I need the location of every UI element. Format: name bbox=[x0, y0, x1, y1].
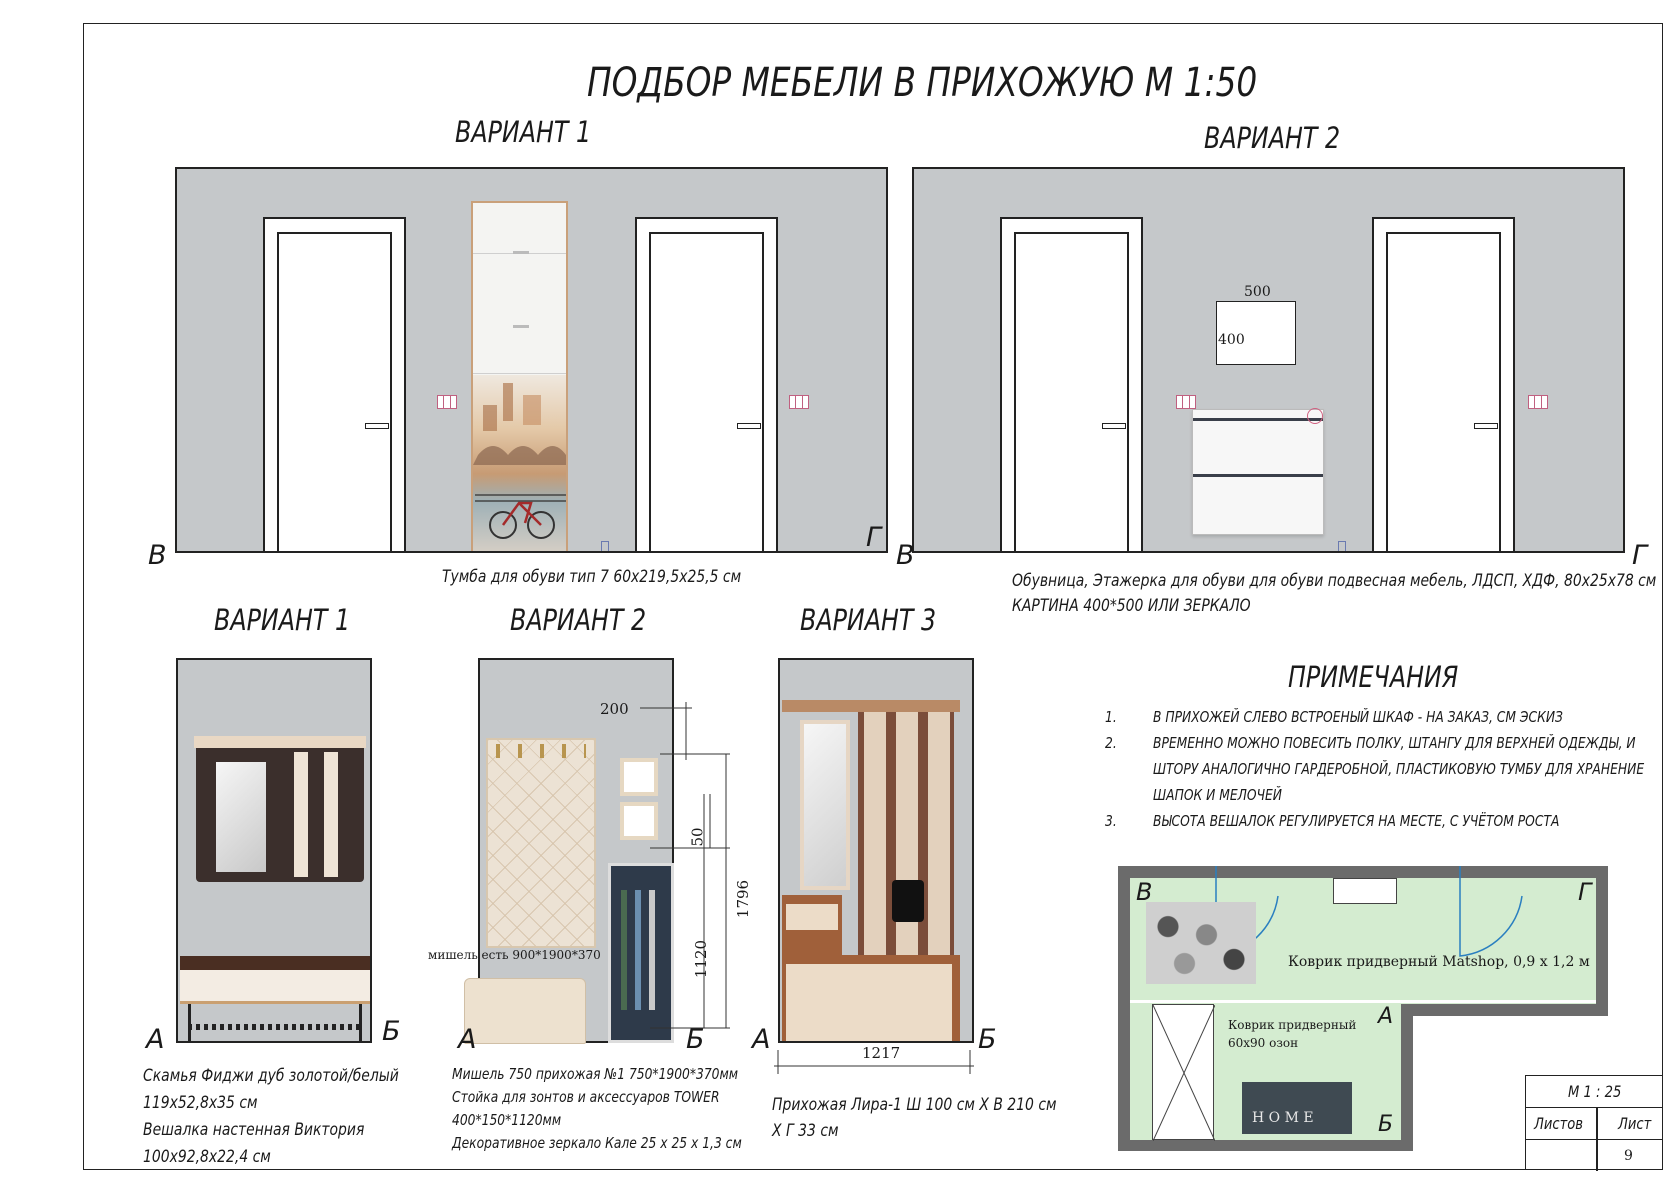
bottom-v3-heading: ВАРИАНТ 3 bbox=[800, 603, 937, 637]
elevation-letter-b: Б bbox=[382, 1016, 401, 1047]
bottom-v1-caption-4: 100х92,8х22,4 см bbox=[143, 1147, 271, 1167]
elevation-letter-a: А bbox=[458, 1024, 477, 1055]
city-painting bbox=[473, 375, 566, 553]
light-switch bbox=[437, 395, 457, 409]
bottom-v2-heading: ВАРИАНТ 2 bbox=[510, 603, 647, 637]
bottom-v1-caption-3: Вешалка настенная Виктория bbox=[143, 1120, 365, 1140]
bench-fiji bbox=[180, 956, 370, 1043]
note-item: 2. ВРЕМЕННО МОЖНО ПОВЕСИТЬ ПОЛКУ, ШТАНГУ ДЛЯ ВЕРХНЕЙ ОДЕЖДЫ, И ШТОРУ АНАЛОГИЧНО ГАРДЕРОБНОЙ, ПЛАСТИКОВУЮ ТУМБУ ДЛЯ ХРАНЕНИЕ ШАПОК И МЕЛОЧЕЙ bbox=[1105, 734, 1645, 804]
bottom-v3-caption-2: Х Г 33 см bbox=[772, 1121, 839, 1141]
door-handle bbox=[365, 423, 389, 429]
socket-marker bbox=[1338, 541, 1346, 553]
top-right-heading: ВАРИАНТ 2 bbox=[1204, 121, 1341, 155]
dim-1796: 1796 bbox=[734, 879, 753, 919]
picture-width-dim: 500 bbox=[1244, 284, 1271, 300]
bottom-v2-caption-2: Стойка для зонтов и аксессуаров TOWER bbox=[452, 1088, 720, 1106]
shoe-cabinet bbox=[471, 201, 568, 553]
notes-heading: ПРИМЕЧАНИЯ bbox=[1288, 660, 1459, 694]
stamp-scale: М 1 : 25 bbox=[1568, 1082, 1622, 1101]
plan-letter-v: В bbox=[1136, 878, 1153, 906]
bottom-v1-heading: ВАРИАНТ 1 bbox=[214, 603, 351, 637]
bottom-v2-wall bbox=[478, 658, 674, 1043]
note-item: 1. В ПРИХОЖЕЙ СЛЕВО ВСТРОЕНЫЙ ШКАФ - НА ЗАКАЗ, СМ ЭСКИЗ bbox=[1105, 708, 1563, 726]
bottom-v1-caption-1: Скамья Фиджи дуб золотой/белый bbox=[143, 1066, 399, 1086]
note-item: 3. ВЫСОТА ВЕШАЛОК РЕГУЛИРУЕТСЯ НА МЕСТЕ, С УЧЁТОМ РОСТА bbox=[1105, 812, 1560, 830]
elevation-letter-a: А bbox=[146, 1024, 165, 1055]
home-rug: H O M E bbox=[1242, 1082, 1352, 1134]
rug-label-2-line2: 60х90 озон bbox=[1228, 1036, 1299, 1050]
rug-label-1: Коврик придверный Matshop, 0,9 х 1,2 м bbox=[1288, 954, 1590, 970]
bottom-v2-caption-3: 400*150*1120мм bbox=[452, 1111, 562, 1129]
plan-letter-g: Г bbox=[1578, 878, 1592, 906]
handbag bbox=[892, 880, 924, 922]
bottom-v2-caption-1: Мишель 750 прихожая №1 750*1900*370мм bbox=[452, 1065, 739, 1083]
wall-hanger-victoria bbox=[196, 742, 364, 882]
mirror bbox=[216, 762, 266, 872]
bottom-v2-caption-4: Декоративное зеркало Кале 25 х 25 х 1,3 см bbox=[452, 1134, 742, 1152]
bottom-v3-caption-1: Прихожая Лира-1 Ш 100 см Х В 210 см bbox=[772, 1095, 1057, 1115]
elevation-letter-a: А bbox=[752, 1024, 771, 1055]
door-handle bbox=[1474, 423, 1498, 429]
dim-1217: 1217 bbox=[862, 1044, 901, 1062]
socket-marker bbox=[601, 541, 609, 553]
top-left-heading: ВАРИАНТ 1 bbox=[455, 115, 592, 149]
bench-label: мишель есть 900*1900*370 bbox=[428, 948, 601, 962]
title-block-stamp bbox=[1525, 1075, 1663, 1170]
light-switch bbox=[789, 395, 809, 409]
dimension-lines bbox=[630, 700, 753, 1020]
top-right-caption-line2: КАРТИНА 400*500 ИЛИ ЗЕРКАЛО bbox=[1012, 596, 1251, 616]
rug-label-2-line1: Коврик придверный bbox=[1228, 1018, 1357, 1032]
elevation-letter-b: Б bbox=[686, 1024, 705, 1055]
elevation-letter-b: Б bbox=[978, 1024, 997, 1055]
top-left-wall-elevation bbox=[175, 167, 888, 553]
dim-200: 200 bbox=[600, 700, 629, 718]
door-right bbox=[635, 217, 778, 553]
elevation-letter-v: В bbox=[148, 540, 167, 571]
hanging-shoe-cabinet bbox=[1192, 409, 1324, 535]
light-switch bbox=[1176, 395, 1196, 409]
bottom-v1-wall bbox=[176, 658, 372, 1043]
door-handle bbox=[1102, 423, 1126, 429]
light-switch bbox=[1528, 395, 1548, 409]
bottom-v3-wall bbox=[778, 658, 974, 1043]
stamp-sheet-number: 9 bbox=[1624, 1148, 1633, 1164]
stamp-sheet-label: Лист bbox=[1618, 1114, 1652, 1133]
dim-50: 50 bbox=[688, 827, 707, 847]
top-right-wall-elevation bbox=[912, 167, 1625, 553]
mirror bbox=[800, 720, 850, 890]
plan-letter-b: Б bbox=[1378, 1112, 1394, 1137]
hex-rug bbox=[1146, 902, 1256, 984]
dim-1120: 1120 bbox=[692, 939, 711, 979]
bottom-v1-caption-2: 119х52,8х35 см bbox=[143, 1093, 258, 1113]
top-left-caption: Тумба для обуви тип 7 60х219,5х25,5 см bbox=[442, 567, 742, 587]
plan-letter-a: А bbox=[1378, 1004, 1394, 1029]
pouf-bench bbox=[464, 978, 586, 1044]
stamp-sheets-label: Листов bbox=[1534, 1114, 1584, 1133]
door-left bbox=[1000, 217, 1143, 553]
picture-height-dim: 400 bbox=[1218, 332, 1245, 348]
door-left bbox=[263, 217, 406, 553]
elevation-letter-v: В bbox=[896, 540, 915, 571]
tufted-wall-panel bbox=[486, 738, 596, 948]
notes-list bbox=[1105, 700, 1645, 834]
door-handle bbox=[737, 423, 761, 429]
elevation-letter-g: Г bbox=[1632, 540, 1648, 571]
page-title: ПОДБОР МЕБЕЛИ В ПРИХОЖУЮ М 1:50 bbox=[587, 60, 1258, 106]
hallway-lira-1 bbox=[782, 700, 960, 1043]
door-right bbox=[1372, 217, 1515, 553]
top-right-caption-line1: Обувница, Этажерка для обуви для обуви подвесная мебель, ЛДСП, ХДФ, 80х25х78 см bbox=[1012, 571, 1657, 591]
elevation-letter-g: Г bbox=[866, 522, 882, 553]
